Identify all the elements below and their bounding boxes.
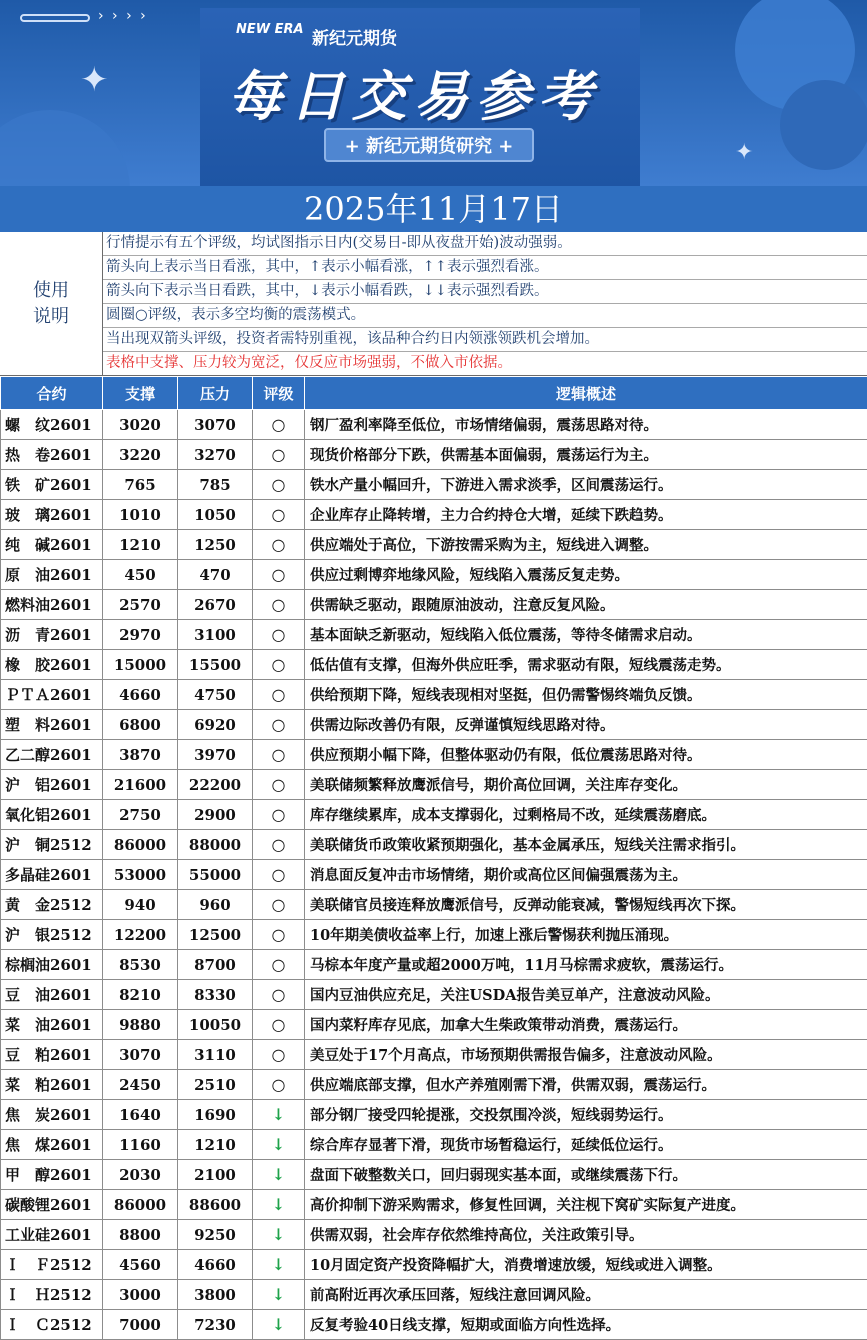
table-row — [1, 530, 867, 560]
logic-cell: 盘面下破整数关口，回归弱现实基本面，或继续震荡下行。 — [305, 1160, 867, 1190]
logic-cell: 钢厂盈利率降至低位，市场情绪偏弱，震荡思路对待。 — [305, 410, 867, 440]
logic-cell: 高价抑制下游采购需求，修复性回调，关注枧下窝矿实际复产进度。 — [305, 1190, 867, 1220]
usage-line-warning: 表格中支撑、压力较为宽泛，仅反应市场强弱，不做入市依据。 — [103, 352, 867, 375]
rating-cell: ○ — [253, 560, 305, 590]
contract-cell: Ｉ Ｆ2512 — [1, 1250, 103, 1280]
resistance-cell: 9250 — [178, 1220, 253, 1250]
decor-circle — [780, 80, 867, 170]
contract-cell: 玻 璃2601 — [1, 500, 103, 530]
resistance-cell: 3270 — [178, 440, 253, 470]
table-row — [1, 830, 867, 860]
contract-cell: 菜 油2601 — [1, 1010, 103, 1040]
logic-cell: 供需边际改善仍有限，反弹谨慎短线思路对待。 — [305, 710, 867, 740]
logic-cell: 低估值有支撑，但海外供应旺季，需求驱动有限，短线震荡走势。 — [305, 650, 867, 680]
table-row — [1, 920, 867, 950]
support-cell: 1640 — [103, 1100, 178, 1130]
table-row — [1, 650, 867, 680]
support-cell: 4660 — [103, 680, 178, 710]
contract-cell: 焦 炭2601 — [1, 1100, 103, 1130]
col-header-contract: 合约 — [1, 377, 103, 410]
table-row — [1, 1310, 867, 1340]
table-row — [1, 980, 867, 1010]
support-cell: 86000 — [103, 830, 178, 860]
logic-cell: 马棕本年度产量或超2000万吨，11月马棕需求疲软，震荡运行。 — [305, 950, 867, 980]
col-header-resistance: 压力 — [178, 377, 253, 410]
table-row — [1, 500, 867, 530]
usage-heading — [0, 232, 103, 375]
resistance-cell: 55000 — [178, 860, 253, 890]
support-cell: 3870 — [103, 740, 178, 770]
support-cell: 9880 — [103, 1010, 178, 1040]
contract-cell: 棕榈油2601 — [1, 950, 103, 980]
table-row — [1, 1100, 867, 1130]
support-cell: 3020 — [103, 410, 178, 440]
table-row — [1, 1070, 867, 1100]
logic-cell: 综合库存显著下滑，现货市场暂稳运行，延续低位运行。 — [305, 1130, 867, 1160]
rating-cell: ↓ — [253, 1280, 305, 1310]
logic-cell: 美联储官员接连释放鹰派信号，反弹动能衰减，警惕短线再次下探。 — [305, 890, 867, 920]
contract-cell: 纯 碱2601 — [1, 530, 103, 560]
col-header-rating: 评级 — [253, 377, 305, 410]
rating-cell: ○ — [253, 620, 305, 650]
rating-cell: ↓ — [253, 1250, 305, 1280]
contract-cell: 塑 料2601 — [1, 710, 103, 740]
resistance-cell: 88600 — [178, 1190, 253, 1220]
logic-cell: 消息面反复冲击市场情绪，期价或高位区间偏强震荡为主。 — [305, 860, 867, 890]
support-cell: 53000 — [103, 860, 178, 890]
contract-cell: 菜 粕2601 — [1, 1070, 103, 1100]
contract-cell: 甲 醇2601 — [1, 1160, 103, 1190]
resistance-cell: 15500 — [178, 650, 253, 680]
contract-cell: 豆 油2601 — [1, 980, 103, 1010]
usage-line: 箭头向下表示当日看跌，其中，↓表示小幅看跌，↓↓表示强烈看跌。 — [103, 280, 867, 304]
support-cell: 15000 — [103, 650, 178, 680]
contract-cell: 工业硅2601 — [1, 1220, 103, 1250]
usage-line: 当出现双箭头评级，投资者需特别重视，该品种合约日内领涨领跌机会增加。 — [103, 328, 867, 352]
resistance-cell: 6920 — [178, 710, 253, 740]
rating-cell: ○ — [253, 410, 305, 440]
rating-cell: ○ — [253, 740, 305, 770]
usage-line: 圆圈○评级，表示多空均衡的震荡模式。 — [103, 304, 867, 328]
rating-cell: ○ — [253, 590, 305, 620]
logic-cell: 美联储货币政策收紧预期强化，基本金属承压，短线关注需求指引。 — [305, 830, 867, 860]
rating-cell: ○ — [253, 440, 305, 470]
sparkle-icon: ✦ — [80, 60, 109, 100]
logic-cell: 反复考验40日线支撑，短期或面临方向性选择。 — [305, 1310, 867, 1340]
rating-cell: ↓ — [253, 1190, 305, 1220]
support-cell: 12200 — [103, 920, 178, 950]
rating-cell: ○ — [253, 1010, 305, 1040]
rating-cell: ↓ — [253, 1100, 305, 1130]
decor-circle — [0, 110, 130, 186]
support-cell: 2450 — [103, 1070, 178, 1100]
chevrons-icon: › › › › — [98, 8, 148, 24]
logic-cell: 供需双弱，社会库存依然维持高位，关注政策引导。 — [305, 1220, 867, 1250]
resistance-cell: 1050 — [178, 500, 253, 530]
rating-cell: ○ — [253, 920, 305, 950]
rating-cell: ↓ — [253, 1130, 305, 1160]
support-cell: 4560 — [103, 1250, 178, 1280]
rating-cell: ↓ — [253, 1310, 305, 1340]
support-cell: 2030 — [103, 1160, 178, 1190]
table-row — [1, 1040, 867, 1070]
logic-cell: 供应预期小幅下降，但整体驱动仍有限，低位震荡思路对待。 — [305, 740, 867, 770]
support-cell: 3000 — [103, 1280, 178, 1310]
contract-cell: 燃料油2601 — [1, 590, 103, 620]
contract-cell: 热 卷2601 — [1, 440, 103, 470]
table-row — [1, 710, 867, 740]
header-banner — [0, 0, 867, 186]
table-row — [1, 890, 867, 920]
resistance-cell: 2900 — [178, 800, 253, 830]
col-header-support: 支撑 — [103, 377, 178, 410]
table-row — [1, 860, 867, 890]
logic-cell: 现货价格部分下跌，供需基本面偏弱，震荡运行为主。 — [305, 440, 867, 470]
rating-cell: ○ — [253, 890, 305, 920]
contract-cell: 豆 粕2601 — [1, 1040, 103, 1070]
contract-cell: 沥 青2601 — [1, 620, 103, 650]
contract-cell: Ｉ Ｈ2512 — [1, 1280, 103, 1310]
table-row — [1, 1280, 867, 1310]
resistance-cell: 785 — [178, 470, 253, 500]
contract-cell: ＰＴＡ2601 — [1, 680, 103, 710]
contract-cell: 橡 胶2601 — [1, 650, 103, 680]
resistance-cell: 10050 — [178, 1010, 253, 1040]
resistance-cell: 3100 — [178, 620, 253, 650]
logic-cell: 美豆处于17个月高点，市场预期供需报告偏多，注意波动风险。 — [305, 1040, 867, 1070]
rating-cell: ○ — [253, 770, 305, 800]
contract-cell: 螺 纹2601 — [1, 410, 103, 440]
usage-line: 行情提示有五个评级，均试图指示日内(交易日-即从夜盘开始)波动强弱。 — [103, 232, 867, 256]
contract-cell: 乙二醇2601 — [1, 740, 103, 770]
contract-cell: 碳酸锂2601 — [1, 1190, 103, 1220]
resistance-cell: 2100 — [178, 1160, 253, 1190]
logic-cell: 企业库存止降转增，主力合约持仓大增，延续下跌趋势。 — [305, 500, 867, 530]
table-row — [1, 800, 867, 830]
contract-cell: 黄 金2512 — [1, 890, 103, 920]
support-cell: 1160 — [103, 1130, 178, 1160]
usage-notes — [0, 232, 867, 376]
decor-pill — [20, 14, 90, 22]
support-cell: 8800 — [103, 1220, 178, 1250]
rating-cell: ○ — [253, 950, 305, 980]
table-row — [1, 590, 867, 620]
logic-cell: 供应端底部支撑，但水产养殖刚需下滑，供需双弱，震荡运行。 — [305, 1070, 867, 1100]
support-cell: 21600 — [103, 770, 178, 800]
table-row — [1, 620, 867, 650]
logic-cell: 供应端处于高位，下游按需采购为主，短线进入调整。 — [305, 530, 867, 560]
brand-logo: NEW ERA — [236, 22, 304, 37]
support-cell: 1010 — [103, 500, 178, 530]
rating-cell: ○ — [253, 1040, 305, 1070]
support-cell: 8530 — [103, 950, 178, 980]
contract-cell: 焦 煤2601 — [1, 1130, 103, 1160]
support-cell: 450 — [103, 560, 178, 590]
logic-cell: 供应过剩博弈地缘风险，短线陷入震荡反复走势。 — [305, 560, 867, 590]
support-cell: 3220 — [103, 440, 178, 470]
logic-cell: 供给预期下降，短线表现相对坚挺，但仍需警惕终端负反馈。 — [305, 680, 867, 710]
logic-cell: 国内菜籽库存见底，加拿大生柴政策带动消费，震荡运行。 — [305, 1010, 867, 1040]
support-cell: 2750 — [103, 800, 178, 830]
resistance-cell: 8700 — [178, 950, 253, 980]
usage-line: 箭头向上表示当日看涨，其中，↑表示小幅看涨，↑↑表示强烈看涨。 — [103, 256, 867, 280]
resistance-cell: 4660 — [178, 1250, 253, 1280]
support-cell: 6800 — [103, 710, 178, 740]
logic-cell: 库存继续累库，成本支撑弱化，过剩格局不改，延续震荡磨底。 — [305, 800, 867, 830]
resistance-cell: 960 — [178, 890, 253, 920]
rating-cell: ○ — [253, 980, 305, 1010]
logic-cell: 基本面缺乏新驱动，短线陷入低位震荡，等待冬储需求启动。 — [305, 620, 867, 650]
support-cell: 86000 — [103, 1190, 178, 1220]
logic-cell: 10月固定资产投资降幅扩大，消费增速放缓，短线或进入调整。 — [305, 1250, 867, 1280]
support-cell: 940 — [103, 890, 178, 920]
table-row — [1, 1160, 867, 1190]
resistance-cell: 1210 — [178, 1130, 253, 1160]
resistance-cell: 8330 — [178, 980, 253, 1010]
logic-cell: 部分钢厂接受四轮提涨，交投氛围冷淡，短线弱势运行。 — [305, 1100, 867, 1130]
logic-cell: 前高附近再次承压回落，短线注意回调风险。 — [305, 1280, 867, 1310]
resistance-cell: 2510 — [178, 1070, 253, 1100]
rating-cell: ○ — [253, 830, 305, 860]
page-title: 每日交易参考 — [228, 54, 600, 131]
usage-heading-text: 使用说明 — [31, 278, 71, 330]
rating-cell: ○ — [253, 530, 305, 560]
resistance-cell: 12500 — [178, 920, 253, 950]
table-row — [1, 440, 867, 470]
sparkle-icon: ✦ — [735, 140, 753, 165]
contract-cell: 氧化铝2601 — [1, 800, 103, 830]
resistance-cell: 7230 — [178, 1310, 253, 1340]
resistance-cell: 1250 — [178, 530, 253, 560]
rating-cell: ○ — [253, 710, 305, 740]
page-subtitle: + 新纪元期货研究 + — [324, 128, 534, 162]
table-header-row — [1, 377, 867, 410]
rating-cell: ○ — [253, 860, 305, 890]
resistance-cell: 3110 — [178, 1040, 253, 1070]
table-row — [1, 680, 867, 710]
resistance-cell: 2670 — [178, 590, 253, 620]
resistance-cell: 1690 — [178, 1100, 253, 1130]
rating-cell: ○ — [253, 680, 305, 710]
rating-cell: ○ — [253, 500, 305, 530]
reference-table — [0, 376, 867, 1340]
contract-cell: 沪 铝2601 — [1, 770, 103, 800]
resistance-cell: 88000 — [178, 830, 253, 860]
rating-cell: ○ — [253, 800, 305, 830]
rating-cell: ○ — [253, 650, 305, 680]
contract-cell: Ｉ Ｃ2512 — [1, 1310, 103, 1340]
col-header-logic: 逻辑概述 — [305, 377, 867, 410]
table-row — [1, 1190, 867, 1220]
table-row — [1, 410, 867, 440]
resistance-cell: 4750 — [178, 680, 253, 710]
brand-name: 新纪元期货 — [312, 24, 397, 49]
table-row — [1, 1250, 867, 1280]
contract-cell: 原 油2601 — [1, 560, 103, 590]
support-cell: 8210 — [103, 980, 178, 1010]
rating-cell: ○ — [253, 1070, 305, 1100]
table-row — [1, 560, 867, 590]
support-cell: 1210 — [103, 530, 178, 560]
resistance-cell: 470 — [178, 560, 253, 590]
support-cell: 7000 — [103, 1310, 178, 1340]
report-date: 2025年11月17日 — [0, 186, 867, 232]
usage-lines — [103, 232, 867, 375]
support-cell: 765 — [103, 470, 178, 500]
contract-cell: 沪 银2512 — [1, 920, 103, 950]
logic-cell: 国内豆油供应充足，关注USDA报告美豆单产，注意波动风险。 — [305, 980, 867, 1010]
logic-cell: 供需缺乏驱动，跟随原油波动，注意反复风险。 — [305, 590, 867, 620]
logic-cell: 铁水产量小幅回升，下游进入需求淡季，区间震荡运行。 — [305, 470, 867, 500]
table-row — [1, 740, 867, 770]
support-cell: 2570 — [103, 590, 178, 620]
resistance-cell: 22200 — [178, 770, 253, 800]
resistance-cell: 3970 — [178, 740, 253, 770]
logic-cell: 10年期美债收益率上行，加速上涨后警惕获利抛压涌现。 — [305, 920, 867, 950]
rating-cell: ↓ — [253, 1160, 305, 1190]
table-row — [1, 950, 867, 980]
contract-cell: 铁 矿2601 — [1, 470, 103, 500]
support-cell: 3070 — [103, 1040, 178, 1070]
rating-cell: ○ — [253, 470, 305, 500]
table-row — [1, 1010, 867, 1040]
support-cell: 2970 — [103, 620, 178, 650]
contract-cell: 沪 铜2512 — [1, 830, 103, 860]
table-row — [1, 1130, 867, 1160]
table-row — [1, 1220, 867, 1250]
table-row — [1, 470, 867, 500]
resistance-cell: 3070 — [178, 410, 253, 440]
logic-cell: 美联储频繁释放鹰派信号，期价高位回调，关注库存变化。 — [305, 770, 867, 800]
resistance-cell: 3800 — [178, 1280, 253, 1310]
table-row — [1, 770, 867, 800]
rating-cell: ↓ — [253, 1220, 305, 1250]
contract-cell: 多晶硅2601 — [1, 860, 103, 890]
